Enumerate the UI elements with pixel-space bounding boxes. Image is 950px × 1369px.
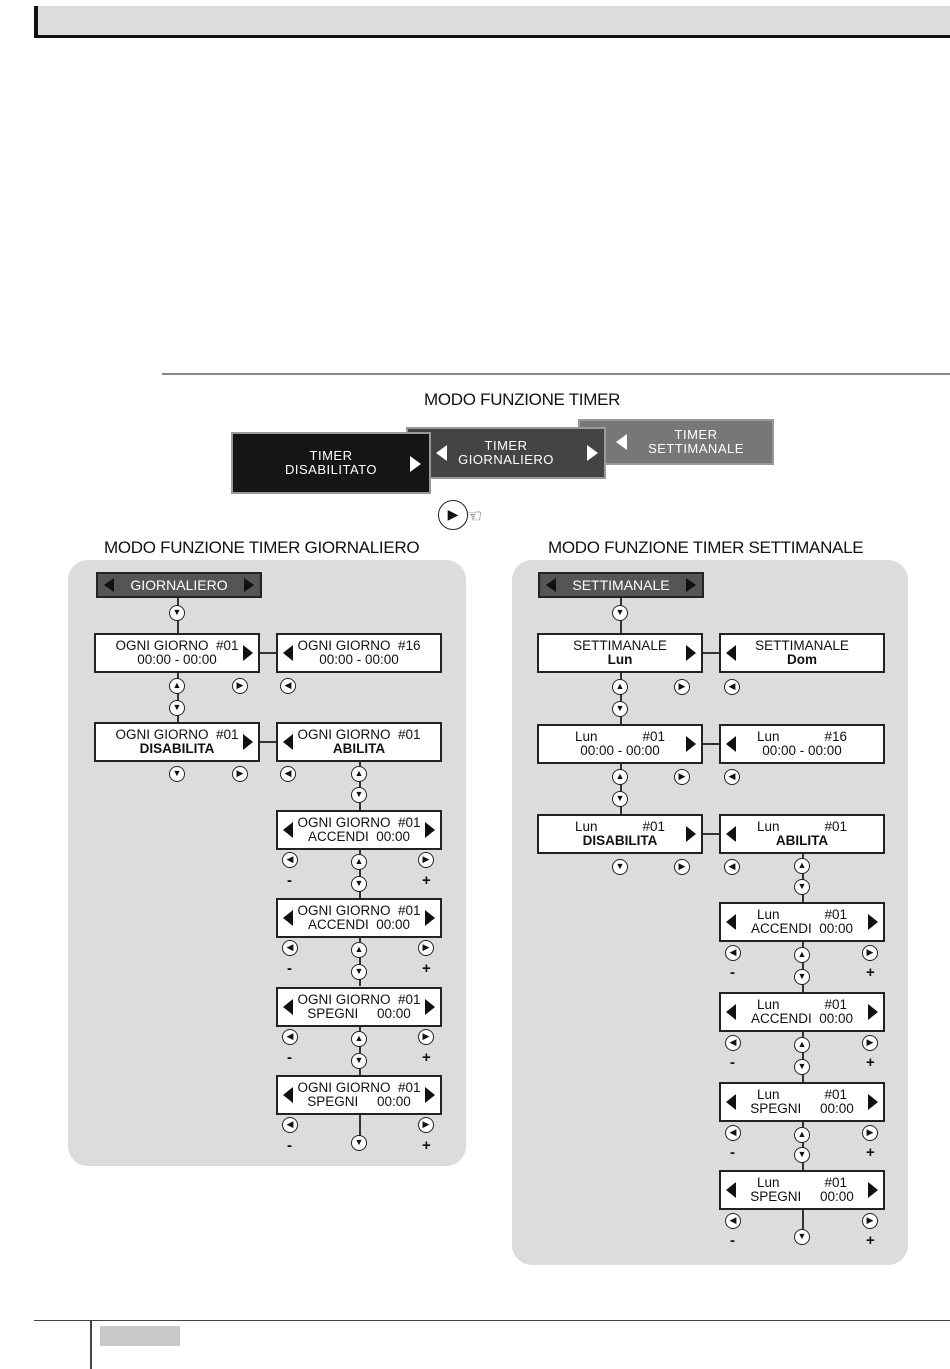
up-button-icon[interactable]: ▲ [351,942,367,958]
right-arrow-icon [868,1094,878,1110]
minus-label: - [287,1137,292,1154]
left-arrow-icon [283,645,293,661]
right-arrow-icon [868,914,878,930]
left-button-icon[interactable]: ◀ [280,766,296,782]
right-arrow-icon [686,645,696,661]
left-arrow-icon [726,826,736,842]
lcd-line1: Lun #01 [574,819,666,834]
weekly-slot-01 [537,724,703,764]
left-button-icon[interactable]: ◀ [724,859,740,875]
lcd-line2: ACCENDI 00:00 [307,829,411,844]
daily-enable [276,722,442,762]
right-arrow-icon [868,1182,878,1198]
daily-slot-16 [276,633,442,673]
left-arrow-icon [283,999,293,1015]
left-button-icon[interactable]: ◀ [724,679,740,695]
minus-label: - [730,1232,735,1249]
left-arrow-icon [616,434,627,450]
lcd-line2: SPEGNI 00:00 [750,1101,854,1116]
lcd-line1: Lun #01 [756,1175,848,1190]
mode-weekly[interactable] [578,419,774,465]
down-button-icon[interactable]: ▼ [351,876,367,892]
mode-disabled[interactable] [231,432,431,494]
up-button-icon[interactable]: ▲ [169,678,185,694]
daily-on-minutes [276,898,442,938]
left-arrow-icon [726,914,736,930]
right-button-icon[interactable]: ▶ [674,679,690,695]
section-divider [162,373,950,375]
up-button-icon[interactable]: ▲ [794,947,810,963]
up-button-icon[interactable]: ▲ [351,766,367,782]
lcd-line1: OGNI GIORNO #01 [297,992,421,1007]
right-arrow-icon [244,578,254,592]
plus-label: + [866,964,875,981]
lcd-line2: 00:00 - 00:00 [319,652,399,667]
left-button-icon[interactable]: ◀ [280,678,296,694]
lcd-line1: OGNI GIORNO #01 [115,638,239,653]
weekly-off-minutes [719,1170,885,1210]
lcd-line2: ACCENDI 00:00 [750,1011,854,1026]
lcd-line2: ABILITA [332,741,386,756]
up-button-icon[interactable]: ▲ [351,854,367,870]
lcd-line2: 00:00 - 00:00 [762,743,842,758]
plus-label: + [422,960,431,977]
weekly-on-minutes [719,992,885,1032]
daily-off-minutes [276,1075,442,1115]
plus-label: + [422,872,431,889]
lcd-line1: Lun #01 [756,1087,848,1102]
lcd-line1: SETTIMANALE [573,638,667,653]
lcd-line1: OGNI GIORNO #16 [297,638,421,653]
mode-daily-line1: TIMER [484,438,528,453]
plus-label: + [866,1232,875,1249]
right-arrow-icon [686,826,696,842]
left-arrow-icon [283,910,293,926]
right-arrow-icon [425,999,435,1015]
minus-label: - [287,960,292,977]
down-button-icon[interactable]: ▼ [794,1147,810,1163]
right-button-icon[interactable]: ▶ [674,859,690,875]
left-arrow-icon [726,1004,736,1020]
right-button-icon[interactable]: ▶ [418,1117,434,1133]
left-arrow-icon [726,645,736,661]
left-arrow-icon [726,1182,736,1198]
right-arrow-icon [425,822,435,838]
left-button-icon[interactable]: ◀ [282,940,298,956]
down-button-icon[interactable]: ▼ [794,969,810,985]
right-button-icon[interactable]: ▶ [438,500,468,530]
weekly-header[interactable] [538,572,704,598]
right-arrow-icon [243,734,253,750]
weekly-on-hours [719,902,885,942]
left-button-icon[interactable]: ◀ [725,1125,741,1141]
down-button-icon[interactable]: ▼ [351,787,367,803]
down-button-icon[interactable]: ▼ [169,766,185,782]
lcd-line1: OGNI GIORNO #01 [297,1080,421,1095]
daily-on-hours [276,810,442,850]
left-arrow-icon [283,1087,293,1103]
down-button-icon[interactable]: ▼ [612,791,628,807]
right-arrow-icon [410,456,421,472]
down-button-icon[interactable]: ▼ [169,700,185,716]
mode-daily-line2: GIORNALIERO [458,452,554,467]
weekly-header-label: SETTIMANALE [572,577,670,593]
up-button-icon[interactable]: ▲ [794,858,810,874]
daily-header[interactable] [96,572,262,598]
weekly-day-dom [719,633,885,673]
lcd-line2: ACCENDI 00:00 [307,917,411,932]
minus-label: - [287,1049,292,1066]
daily-off-hours [276,987,442,1027]
daily-disable [94,722,260,762]
lcd-line2: ACCENDI 00:00 [750,921,854,936]
right-arrow-icon [587,445,598,461]
right-button-icon[interactable]: ▶ [418,1029,434,1045]
lcd-line1: Lun #01 [756,907,848,922]
lcd-line1: OGNI GIORNO #01 [297,727,421,742]
right-button-icon[interactable]: ▶ [674,769,690,785]
mode-weekly-line1: TIMER [674,427,718,442]
plus-label: + [422,1137,431,1154]
down-button-icon[interactable]: ▼ [351,1135,367,1151]
plus-label: + [866,1054,875,1071]
weekly-slot-16 [719,724,885,764]
weekly-day-lun [537,633,703,673]
right-button-icon[interactable]: ▶ [232,678,248,694]
minus-label: - [730,1144,735,1161]
lcd-line2: SPEGNI 00:00 [307,1094,411,1109]
left-button-icon[interactable]: ◀ [724,769,740,785]
plus-label: + [866,1144,875,1161]
lcd-line1: Lun #16 [756,729,848,744]
lcd-line2: DISABILITA [582,833,658,848]
left-button-icon[interactable]: ◀ [725,1035,741,1051]
lcd-line2: 00:00 - 00:00 [137,652,217,667]
left-arrow-icon [726,1094,736,1110]
lcd-line1: OGNI GIORNO #01 [297,903,421,918]
left-arrow-icon [104,578,114,592]
mode-daily[interactable] [406,427,606,479]
right-arrow-icon [686,578,696,592]
down-button-icon[interactable]: ▼ [612,859,628,875]
right-arrow-icon [686,736,696,752]
up-button-icon[interactable]: ▲ [612,769,628,785]
left-section-title: MODO FUNZIONE TIMER GIORNALIERO [104,538,420,557]
left-button-icon[interactable]: ◀ [282,1029,298,1045]
page-header-bar [34,6,950,38]
left-arrow-icon [283,822,293,838]
pointing-hand-icon: ☜ [466,506,483,526]
lcd-line1: OGNI GIORNO #01 [297,815,421,830]
left-arrow-icon [436,445,447,461]
down-button-icon[interactable]: ▼ [794,1229,810,1245]
right-section-title: MODO FUNZIONE TIMER SETTIMANALE [548,538,864,557]
lcd-line2: 00:00 - 00:00 [580,743,660,758]
up-button-icon[interactable]: ▲ [351,1031,367,1047]
down-button-icon[interactable]: ▼ [351,964,367,980]
up-button-icon[interactable]: ▲ [794,1127,810,1143]
lcd-line2: ABILITA [775,833,829,848]
lcd-line2: SPEGNI 00:00 [750,1189,854,1204]
weekly-off-hours [719,1082,885,1122]
lcd-line2: Lun [607,652,633,667]
minus-label: - [730,964,735,981]
lcd-line1: SETTIMANALE [755,638,849,653]
left-arrow-icon [726,736,736,752]
right-arrow-icon [425,1087,435,1103]
main-title: MODO FUNZIONE TIMER [424,390,621,409]
left-button-icon[interactable]: ◀ [282,852,298,868]
left-arrow-icon [283,734,293,750]
right-button-icon[interactable]: ▶ [862,1213,878,1229]
down-button-icon[interactable]: ▼ [612,701,628,717]
daily-header-label: GIORNALIERO [130,577,228,593]
right-arrow-icon [243,645,253,661]
left-arrow-icon [546,578,556,592]
right-button-icon[interactable]: ▶ [862,945,878,961]
right-button-icon[interactable]: ▶ [418,940,434,956]
left-button-icon[interactable]: ◀ [725,1213,741,1229]
daily-slot-01 [94,633,260,673]
lcd-line1: OGNI GIORNO #01 [115,727,239,742]
minus-label: - [730,1054,735,1071]
weekly-disable [537,814,703,854]
up-button-icon[interactable]: ▲ [794,1037,810,1053]
right-arrow-icon [425,910,435,926]
left-button-icon[interactable]: ◀ [282,1117,298,1133]
mode-disabled-line1: TIMER [309,448,353,463]
footer-tab [100,1326,180,1346]
mode-weekly-line2: SETTIMANALE [648,441,744,456]
lcd-line1: Lun #01 [756,997,848,1012]
left-button-icon[interactable]: ◀ [725,945,741,961]
right-button-icon[interactable]: ▶ [862,1035,878,1051]
footer-rule [34,1320,950,1321]
lcd-line1: Lun #01 [756,819,848,834]
up-button-icon[interactable]: ▲ [612,679,628,695]
down-button-icon[interactable]: ▼ [169,605,185,621]
down-button-icon[interactable]: ▼ [351,1053,367,1069]
lcd-line1: Lun #01 [574,729,666,744]
down-button-icon[interactable]: ▼ [794,879,810,895]
right-button-icon[interactable]: ▶ [232,766,248,782]
plus-label: + [422,1049,431,1066]
lcd-line2: DISABILITA [139,741,215,756]
lcd-line2: SPEGNI 00:00 [307,1006,411,1021]
minus-label: - [287,872,292,889]
lcd-line2: Dom [787,652,817,667]
right-button-icon[interactable]: ▶ [862,1125,878,1141]
down-button-icon[interactable]: ▼ [794,1059,810,1075]
right-button-icon[interactable]: ▶ [418,852,434,868]
footer-divider [90,1320,92,1369]
right-arrow-icon [868,1004,878,1020]
mode-disabled-line2: DISABILITATO [285,462,377,477]
down-button-icon[interactable]: ▼ [612,605,628,621]
weekly-enable [719,814,885,854]
